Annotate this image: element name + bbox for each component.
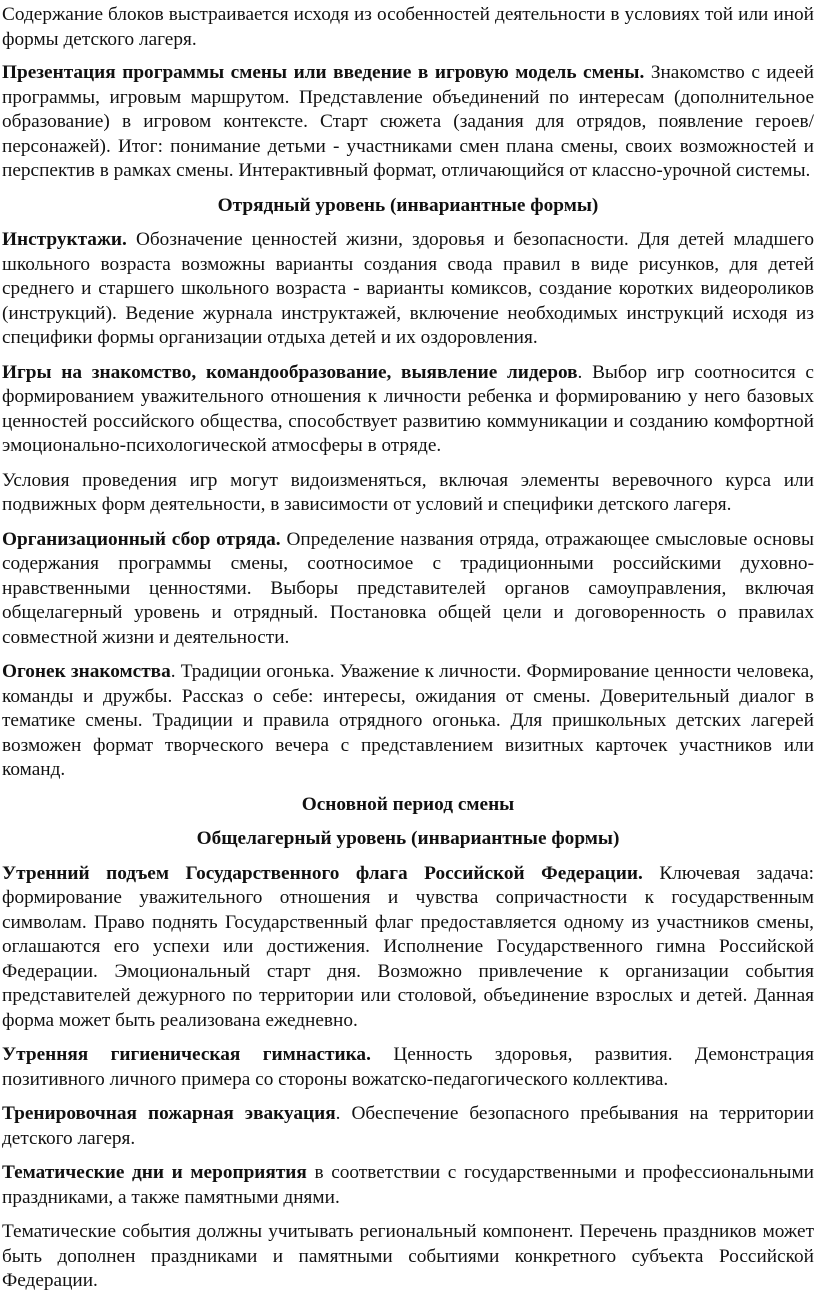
paragraph-lead: Утренняя гигиеническая гимнастика. (2, 1044, 371, 1065)
paragraph-lead: Инструктажи. (2, 229, 127, 250)
paragraph-briefings (2, 228, 814, 351)
section-heading-main-period: Основной период смены (301, 793, 515, 815)
paragraph-flag-raising (2, 862, 814, 1034)
paragraph-text: Обозначение ценностей жизни, здоровья и безопасности. Для детей младшего школьного возраста возможны варианты создания свода правил в виде рисунков, для детей среднего и старшего школьного возраста - варианты комиксов, создание коротких видеороликов (инструкций). Ведение журнала инструктажей, включение необходимых инструкций исходя из специфики формы организации отдыха детей и их оздоровления. (2, 229, 814, 348)
paragraph-lead: Презентация программы смены или введение в игровую модель смены. (2, 62, 645, 83)
paragraph-acquaintance-evening (2, 660, 814, 783)
section-heading-squad-level: Отрядный уровень (инвариантные формы) (217, 194, 599, 216)
paragraph-lead: Утренний подъем Государственного флага Российской Федерации. (2, 862, 643, 884)
paragraph-games (2, 361, 814, 459)
intro-paragraph (2, 3, 814, 52)
paragraph-text: Знакомство с идеей программы, игровым маршрутом. Представление объединений по интересам (дополнительное образование) в игровом контексте. Старт сюжета (задания для отрядов, появление героев/персонажей). Итог: понимание детьми - участниками смен плана смены, своих возможностей и перспектив в рамках смены. Интерактивный формат, отличающийся от классно-урочной системы. (2, 62, 814, 181)
paragraph-lead: Игры на знакомство, командообразование, выявление лидеров (2, 361, 578, 383)
paragraph-text: в соответствии с государственными и профессиональными праздниками, а также памятными днями. (2, 1162, 814, 1208)
paragraph-text: Содержание блоков выстраивается исходя из особенностей деятельности в условиях той или иной формы детского лагеря. (2, 4, 814, 50)
paragraph-thematic-events (2, 1220, 814, 1294)
paragraph-organizational-meeting (2, 528, 814, 651)
paragraph-text: . Традиции огонька. Уважение к личности. Формирование ценности человека, команды и дружбы. Рассказ о себе: интересы, ожидания от смены. Доверительный диалог в тематике смены. Традиции и правила отрядного огонька. Для пришкольных детских лагерей возможен формат творческого вечера с представлением визитных карточек участников или команд. (2, 661, 815, 780)
paragraph-presentation (2, 61, 814, 184)
paragraph-lead: Организационный сбор отряда. (2, 528, 281, 550)
paragraph-text: Условия проведения игр могут видоизменяться, включая элементы веревочного курса или подвижных форм деятельности, в зависимости от условий и специфики детского лагеря. (2, 469, 814, 515)
section-heading-camp-level: Общелагерный уровень (инвариантные формы) (196, 828, 620, 849)
paragraph-text: Тематические события должны учитывать региональный компонент. Перечень праздников может быть дополнен праздниками и памятными событиями конкретного субъекта Российской Федерации. (2, 1221, 814, 1291)
paragraph-text: . Обеспечение безопасного пребывания на территории детского лагеря. (2, 1103, 815, 1149)
paragraph-thematic-days (2, 1161, 814, 1210)
paragraph-lead: Огонек знакомства (2, 661, 171, 682)
paragraph-game-conditions (2, 469, 814, 518)
paragraph-text: Ключевая задача: формирование уважительного отношения и чувства сопричастности к государственным символам. Право поднять Государственный флаг предоставляется одному из участников смены, оглашаются его успехи или достижения. Исполнение Государственного гимна Российской Федерации. Эмоциональный старт дня. Возможно привлечение к организации события представителей дежурного по территории или столовой, объединение взрослых и детей. Данная форма может быть реализована ежедневно. (2, 862, 814, 1031)
paragraph-text: . Выбор игр соотносится с формированием уважительного отношения к личности ребенка и формированию у него базовых ценностей российского общества, способствует развитию коммуникации и созданию комфортной эмоционально-психологической атмосферы в отряде. (2, 361, 814, 456)
paragraph-lead: Тематические дни и мероприятия (2, 1162, 307, 1183)
paragraph-morning-exercise (2, 1043, 814, 1092)
paragraph-text: Ценность здоровья, развития. Демонстрация позитивного личного примера со стороны вожатско-педагогического коллектива. (2, 1044, 814, 1090)
paragraph-lead: Тренировочная пожарная эвакуация (2, 1103, 336, 1124)
paragraph-text: Определение названия отряда, отражающее смысловые основы содержания программы смены, соотносимое с традиционными российскими духовно-нравственными ценностями. Выборы представителей органов самоуправления, включая общелагерный уровень и отрядный. Постановка общей цели и договоренность о правилах совместной жизни и деятельности. (2, 528, 814, 648)
paragraph-fire-drill (2, 1102, 814, 1151)
